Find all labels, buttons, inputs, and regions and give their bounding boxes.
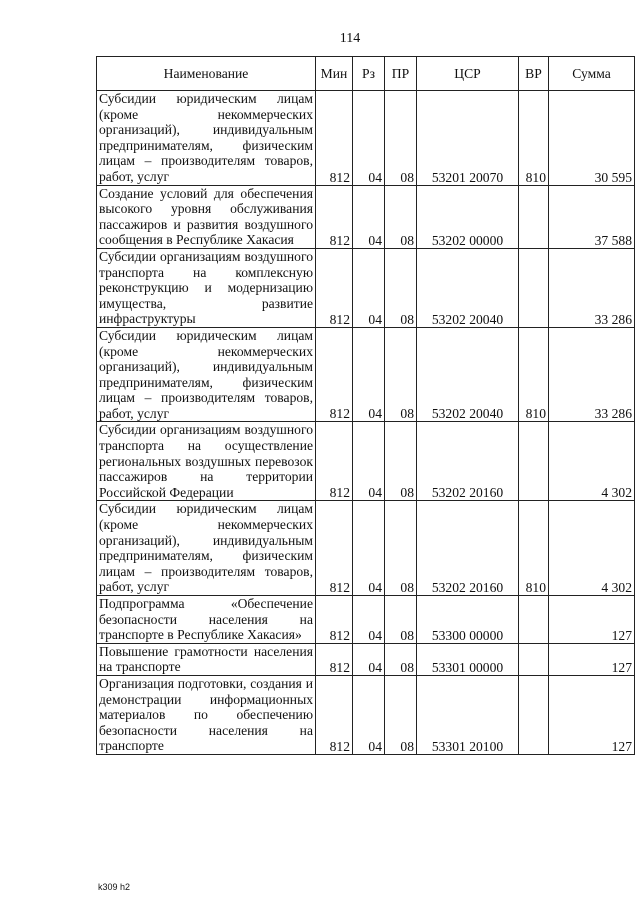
row-rz: 04 (353, 185, 385, 248)
header-pr: ПР (385, 57, 417, 91)
row-min: 812 (316, 422, 353, 501)
page-number: 114 (339, 31, 361, 46)
row-vr: 810 (519, 501, 549, 596)
row-vr: 810 (519, 327, 549, 422)
row-csr: 53202 20040 (417, 327, 519, 422)
row-pr: 08 (385, 596, 417, 644)
row-sum: 33 286 (549, 248, 635, 327)
row-sum: 127 (549, 643, 635, 675)
row-rz: 04 (353, 596, 385, 644)
header-name: Наименование (97, 57, 316, 91)
row-min: 812 (316, 185, 353, 248)
row-rz: 04 (353, 422, 385, 501)
row-rz: 04 (353, 327, 385, 422)
row-sum: 127 (549, 596, 635, 644)
row-csr: 53201 20070 (417, 91, 519, 186)
row-name: Повышение грамотности населения на транспорте (97, 643, 316, 675)
row-sum: 30 595 (549, 91, 635, 186)
row-min: 812 (316, 501, 353, 596)
row-rz: 04 (353, 248, 385, 327)
row-vr (519, 596, 549, 644)
row-name: Субсидии организациям воздушного транспорта на комплексную реконструкцию и модернизацию имущества, развитие инфраструктуры (97, 248, 316, 327)
header-sum: Сумма (549, 57, 635, 91)
footer-document-code: k309 h2 (98, 882, 131, 892)
row-csr: 53202 00000 (417, 185, 519, 248)
table-row (97, 643, 635, 675)
row-vr (519, 675, 549, 754)
row-csr: 53300 00000 (417, 596, 519, 644)
table-header-row (97, 57, 635, 91)
row-csr: 53202 20160 (417, 422, 519, 501)
row-sum: 37 588 (549, 185, 635, 248)
table-row (97, 422, 635, 501)
row-name: Создание условий для обеспечения высокого уровня обслуживания пассажиров и развития воздушного сообщения в Республике Хакасия (97, 185, 316, 248)
row-min: 812 (316, 327, 353, 422)
row-name: Организация подготовки, создания и демонстрации информационных материалов по обеспечению безопасности населения на транспорте (97, 675, 316, 754)
row-pr: 08 (385, 327, 417, 422)
row-vr (519, 643, 549, 675)
budget-table (96, 56, 635, 755)
header-min: Мин (316, 57, 353, 91)
row-vr: 810 (519, 91, 549, 186)
row-csr: 53301 20100 (417, 675, 519, 754)
table-row (97, 327, 635, 422)
row-min: 812 (316, 643, 353, 675)
row-csr: 53301 00000 (417, 643, 519, 675)
row-name: Субсидии организациям воздушного транспорта на осуществление региональных воздушных перевозок пассажиров на территории Российской Федерации (97, 422, 316, 501)
row-rz: 04 (353, 675, 385, 754)
table-row (97, 185, 635, 248)
table-row (97, 91, 635, 186)
table-row (97, 675, 635, 754)
header-csr: ЦСР (417, 57, 519, 91)
row-min: 812 (316, 248, 353, 327)
row-pr: 08 (385, 422, 417, 501)
header-vr: ВР (519, 57, 549, 91)
row-pr: 08 (385, 185, 417, 248)
row-min: 812 (316, 675, 353, 754)
row-rz: 04 (353, 91, 385, 186)
table-row (97, 248, 635, 327)
row-sum: 127 (549, 675, 635, 754)
row-vr (519, 185, 549, 248)
row-sum: 33 286 (549, 327, 635, 422)
row-pr: 08 (385, 91, 417, 186)
row-name: Субсидии юридическим лицам (кроме некоммерческих организаций), индивидуальным предпринимателям, физическим лицам – производителям товаров, работ, услуг (97, 327, 316, 422)
row-name: Субсидии юридическим лицам (кроме некоммерческих организаций), индивидуальным предпринимателям, физическим лицам – производителям товаров, работ, услуг (97, 501, 316, 596)
row-pr: 08 (385, 675, 417, 754)
row-sum: 4 302 (549, 501, 635, 596)
table-row (97, 501, 635, 596)
row-pr: 08 (385, 248, 417, 327)
row-min: 812 (316, 91, 353, 186)
row-csr: 53202 20160 (417, 501, 519, 596)
row-name: Подпрограмма «Обеспечение безопасности населения на транспорте в Республике Хакасия» (97, 596, 316, 644)
row-min: 812 (316, 596, 353, 644)
row-vr (519, 248, 549, 327)
row-sum: 4 302 (549, 422, 635, 501)
row-name: Субсидии юридическим лицам (кроме некоммерческих организаций), индивидуальным предпринимателям, физическим лицам – производителям товаров, работ, услуг (97, 91, 316, 186)
header-rz: Рз (353, 57, 385, 91)
row-pr: 08 (385, 501, 417, 596)
table-row (97, 596, 635, 644)
row-csr: 53202 20040 (417, 248, 519, 327)
row-vr (519, 422, 549, 501)
row-rz: 04 (353, 643, 385, 675)
row-pr: 08 (385, 643, 417, 675)
row-rz: 04 (353, 501, 385, 596)
